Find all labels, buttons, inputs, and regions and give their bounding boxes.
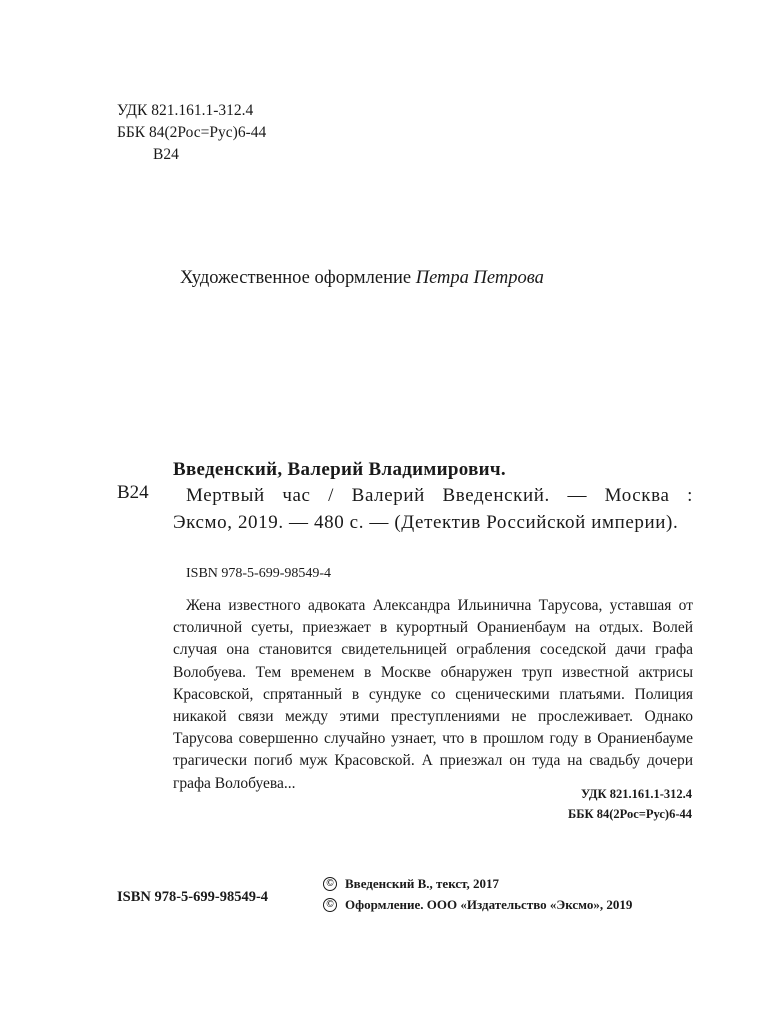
copyright-icon: © (323, 877, 337, 891)
header-codes (117, 100, 266, 166)
header-udk: УДК 821.161.1-312.4 (117, 102, 254, 119)
entry-author: Введенский, Валерий Владимирович. (173, 459, 506, 480)
header-bbk: ББК 84(2Рос=Рус)6-44 (117, 124, 267, 141)
entry-isbn: ISBN 978-5-699-98549-4 (186, 566, 332, 581)
copyright-text-2: Оформление. ООО «Издательство «Эксмо», 2019 (345, 897, 633, 912)
entry-udk: УДК 821.161.1-312.4 (581, 787, 692, 801)
bibliographic-description (173, 482, 693, 536)
design-credit-prefix: Художественное оформление (180, 268, 412, 288)
design-credit-name: Петра Петрова (415, 268, 544, 288)
entry-bbk: ББК 84(2Рос=Рус)6-44 (568, 807, 692, 821)
annotation: Жена известного адвоката Александра Ильинична Тарусова, уставшая от столичной суеты, приезжает в курортный Ораниенбаум на отдых. Волей случая она становится свидетельницей ограбления соседской дачи графа Волобуева. Тем временем в Москве обнаружен труп известной актрисы Красовской, спрятанный в сундуке со сценическими платьями. Полиция никакой связи между этими преступлениями не прослеживает. Однако Тарусова совершенно случайно узнает, что в прошлом году в Ораниенбауме трагически погиб муж Красовской. А приезжал он туда на свадьбу дочери графа Волобуева... (173, 597, 693, 792)
copyright-icon: © (323, 898, 337, 912)
footer-isbn: ISBN 978-5-699-98549-4 (117, 889, 269, 905)
copyright-block (323, 873, 632, 915)
entry-catalog-code: В24 (117, 482, 149, 503)
biblio-line-1: Мертвый час / Валерий Введенский. — Москва : (186, 485, 693, 506)
copyright-line-text (323, 873, 632, 894)
copyright-text-1: Введенский В., текст, 2017 (345, 876, 500, 891)
entry-codes (568, 784, 692, 824)
design-credit (180, 268, 544, 289)
copyright-line-design (323, 894, 632, 915)
biblio-rest: Эксмо, 2019. — 480 с. — (Детектив Российской империи). (173, 512, 679, 533)
header-catalog-code: В24 (153, 146, 179, 163)
